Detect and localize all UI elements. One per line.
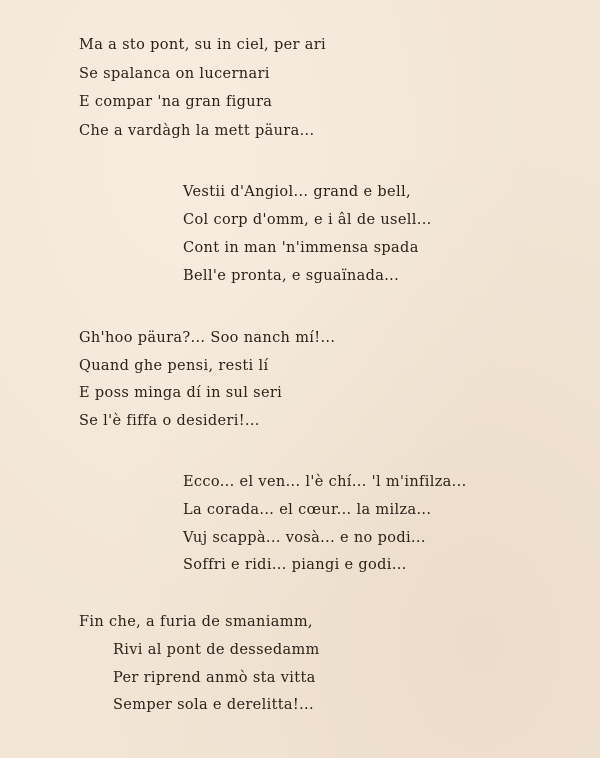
verse-line: Gh'hoo päura?... Soo nanch mí!... bbox=[79, 330, 336, 346]
verse-line: Rivi al pont de dessedamm bbox=[113, 642, 320, 658]
verse-line: Semper sola e derelitta!... bbox=[113, 697, 314, 713]
verse-line: Bell'e pronta, e sguaïnada... bbox=[183, 268, 400, 284]
verse-line: E compar 'na gran figura bbox=[79, 94, 273, 110]
verse-line: La corada... el cœur... la milza... bbox=[183, 502, 432, 518]
verse-line: Ma a sto pont, su in ciel, per ari bbox=[79, 37, 327, 53]
verse-line: E poss minga dí in sul seri bbox=[79, 385, 283, 401]
verse-line: Ecco... el ven... l'è chí... 'l m'infilza... bbox=[183, 474, 467, 490]
verse-line: Se spalanca on lucernari bbox=[79, 66, 270, 82]
verse-line: Vuj scappà... vosà... e no podi... bbox=[183, 530, 426, 546]
verse-line: Col corp d'omm, e i âl de usell... bbox=[183, 212, 432, 228]
verse-line: Vestii d'Angiol... grand e bell, bbox=[183, 184, 411, 200]
verse-line: Per riprend anmò sta vitta bbox=[113, 670, 316, 686]
verse-line: Soffri e ridi... piangi e godi... bbox=[183, 557, 407, 573]
verse-line: Che a vardàgh la mett päura... bbox=[79, 123, 315, 139]
verse-line: Quand ghe pensi, resti lí bbox=[79, 358, 269, 374]
verse-line: Cont in man 'n'immensa spada bbox=[183, 240, 419, 256]
verse-line: Se l'è fiffa o desideri!... bbox=[79, 413, 260, 429]
verse-line: Fin che, a furia de smaniamm, bbox=[79, 614, 313, 630]
